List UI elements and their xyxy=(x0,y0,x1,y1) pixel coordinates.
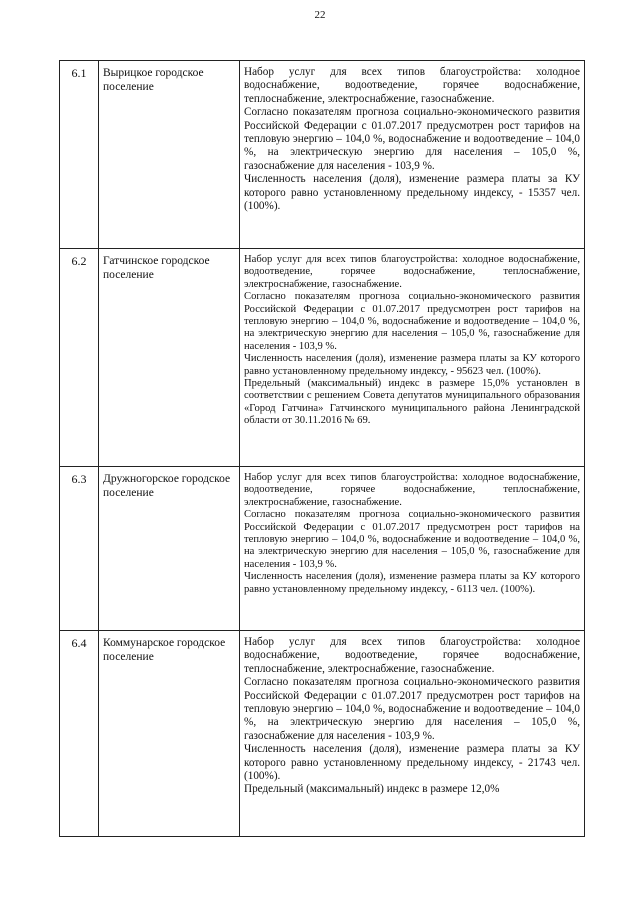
forecast-paragraph: Согласно показателям прогноза социально-экономического развития Российской Федерации с 01.07.2017 предусмотрен рост тарифов на тепловую энергию – 104,0 %, водоснабжение и водоотведение – 104,0 %, на электрическую энергию для населения – 105,0 %, газоснабжение для населения - 103,9 %. xyxy=(244,291,580,352)
row-number: 6.4 xyxy=(60,631,99,837)
table-row xyxy=(60,249,585,467)
services-paragraph: Набор услуг для всех типов благоустройства: холодное водоснабжение, водоотведение, горячее водоснабжение, теплоснабжение, электроснабжение, газоснабжение. xyxy=(244,636,580,675)
row-number: 6.3 xyxy=(60,467,99,631)
max-index-paragraph: Предельный (максимальный) индекс в размере 15,0% установлен в соответствии с решением Совета депутатов муниципального образования «Город Гатчина» Гатчинского муниципального района Ленинградской области от 30.11.2016 № 69. xyxy=(244,378,580,427)
population-paragraph: Численность населения (доля), изменение размера платы за КУ которого равно установленному предельному индексу, - 15357 чел. (100%). xyxy=(244,173,580,213)
forecast-paragraph: Согласно показателям прогноза социально-экономического развития Российской Федерации с 01.07.2017 предусмотрен рост тарифов на тепловую энергию – 104,0 %, водоснабжение и водоотведение – 104,0 %, на электрическую энергию для населения – 105,0 %, газоснабжение для населения - 103,9 %. xyxy=(244,676,580,742)
forecast-paragraph: Согласно показателям прогноза социально-экономического развития Российской Федерации с 01.07.2017 предусмотрен рост тарифов на тепловую энергию – 104,0 %, водоснабжение и водоотведение – 104,0 %, на электрическую энергию для населения – 105,0 %, газоснабжение для населения - 103,9 %. xyxy=(244,106,580,172)
page-number: 22 xyxy=(314,9,326,21)
population-paragraph: Численность населения (доля), изменение размера платы за КУ которого равно установленному предельному индексу, - 6113 чел. (100%). xyxy=(244,571,580,595)
settlement-name: Гатчинское городское поселение xyxy=(99,249,240,467)
services-paragraph: Набор услуг для всех типов благоустройства: холодное водоснабжение, водоотведение, горячее водоснабжение, теплоснабжение, электроснабжение, газоснабжение. xyxy=(244,472,580,508)
services-paragraph: Набор услуг для всех типов благоустройства: холодное водоснабжение, водоотведение, горячее водоснабжение, теплоснабжение, электроснабжение, газоснабжение. xyxy=(244,254,580,290)
settlement-name: Вырицкое городское поселение xyxy=(99,61,240,249)
row-description xyxy=(240,249,585,467)
services-paragraph: Набор услуг для всех типов благоустройства: холодное водоснабжение, водоотведение, горячее водоснабжение, теплоснабжение, электроснабжение, газоснабжение. xyxy=(244,66,580,105)
table-row xyxy=(60,61,585,249)
table-row xyxy=(60,631,585,837)
row-description xyxy=(240,631,585,837)
row-number: 6.2 xyxy=(60,249,99,467)
row-description xyxy=(240,467,585,631)
forecast-paragraph: Согласно показателям прогноза социально-экономического развития Российской Федерации с 01.07.2017 предусмотрен рост тарифов на тепловую энергию – 104,0 %, водоснабжение и водоотведение – 104,0 %, на электрическую энергию для населения – 105,0 %, газоснабжение для населения - 103,9 %. xyxy=(244,509,580,570)
settlement-name: Коммунарское городское поселение xyxy=(99,631,240,837)
tariff-table xyxy=(59,60,585,837)
row-description xyxy=(240,61,585,249)
population-paragraph: Численность населения (доля), изменение размера платы за КУ которого равно установленному предельному индексу, - 21743 чел. (100%). xyxy=(244,743,580,783)
settlement-name: Дружногорское городское поселение xyxy=(99,467,240,631)
population-paragraph: Численность населения (доля), изменение размера платы за КУ которого равно установленному предельному индексу, - 95623 чел. (100%). xyxy=(244,353,580,377)
max-index-paragraph: Предельный (максимальный) индекс в размере 12,0% xyxy=(244,783,500,796)
row-number: 6.1 xyxy=(60,61,99,249)
table-row xyxy=(60,467,585,631)
